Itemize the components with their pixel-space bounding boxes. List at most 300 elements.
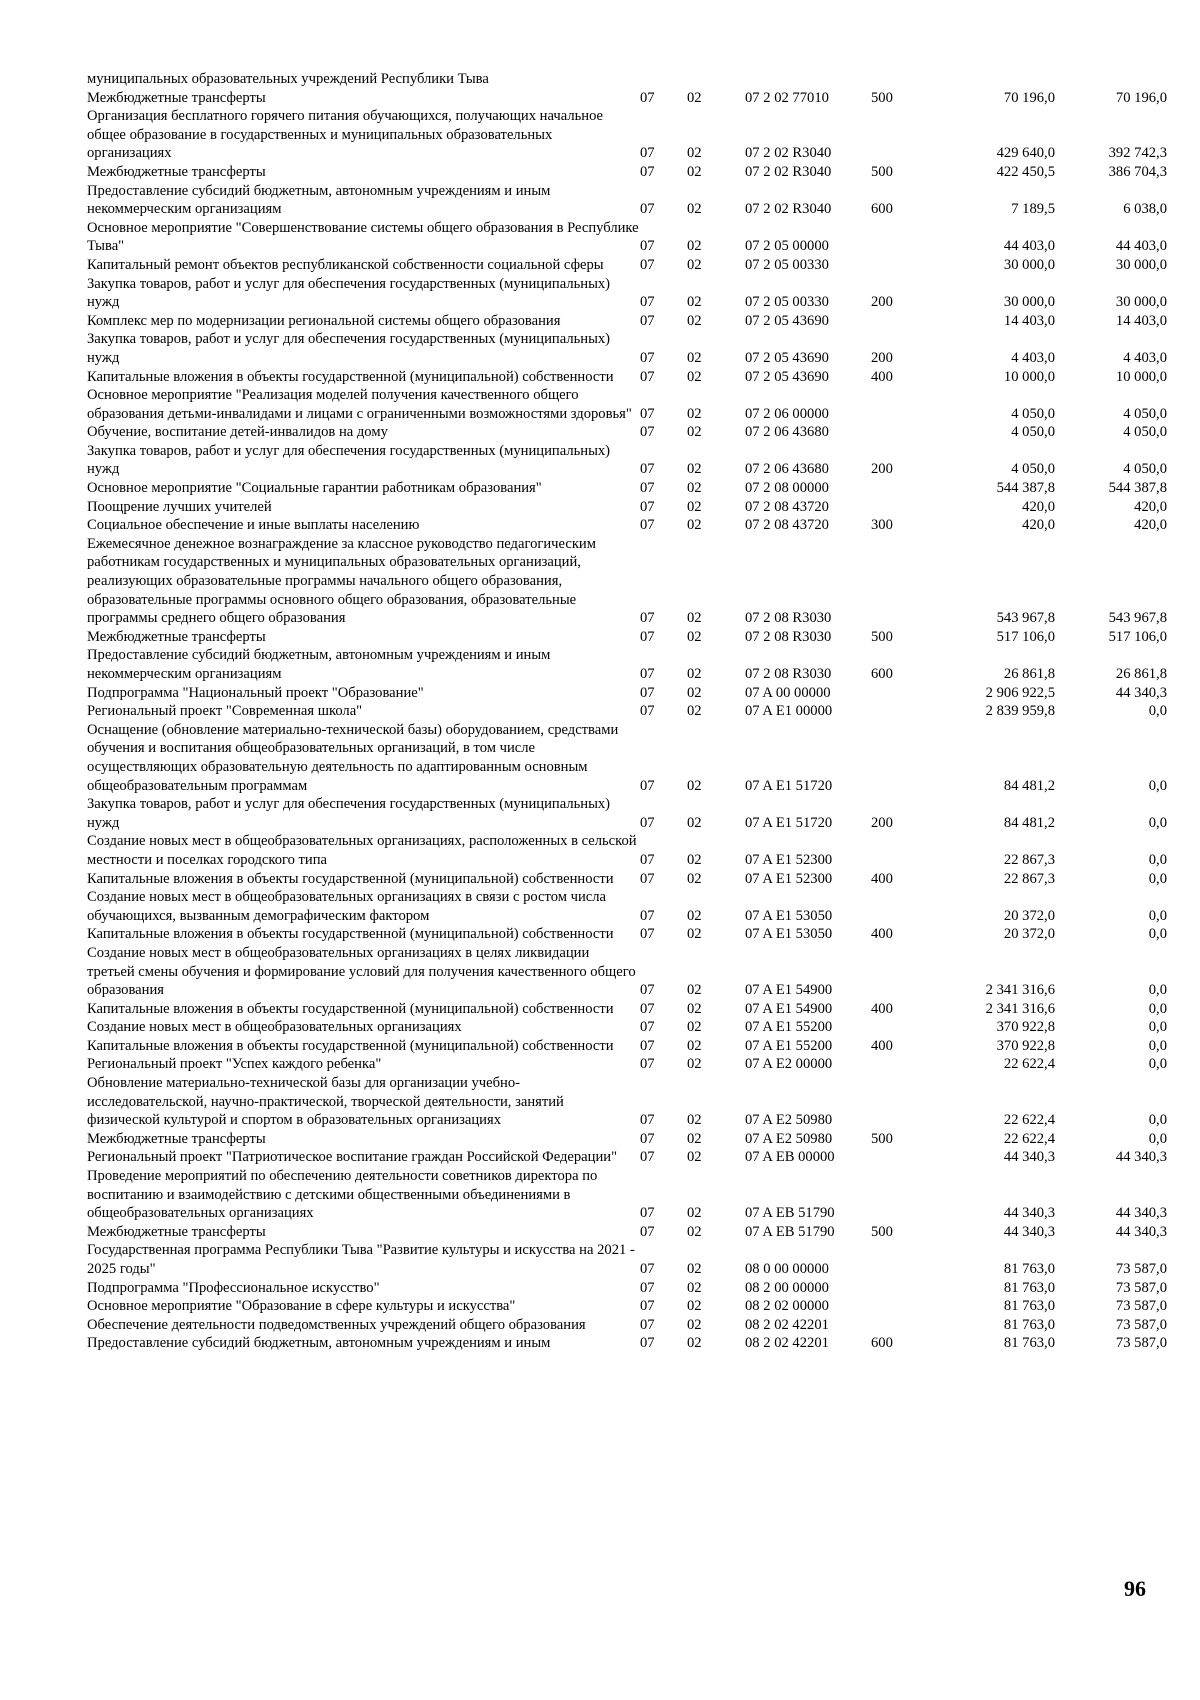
cell-section: 07 xyxy=(640,926,655,943)
cell-subsection: 02 xyxy=(687,201,702,218)
cell-name: Проведение мероприятий по обеспечению деятельности советников директора по воспитанию и взаимодействию с детскими общественными объединениями в общеобразовательных организациях xyxy=(87,1168,598,1222)
cell-subsection: 02 xyxy=(687,238,702,255)
cell-subsection: 02 xyxy=(687,405,702,422)
cell-name: Межбюджетные трансферты xyxy=(87,89,266,106)
cell-section: 07 xyxy=(640,256,655,273)
cell-amount-year1: 420,0 xyxy=(1022,517,1055,534)
cell-expense-type xyxy=(871,1241,931,1278)
cell-subsection: 02 xyxy=(687,628,702,645)
cell-subsection: 02 xyxy=(687,1149,702,1166)
cell-amount-year2: 44 340,3 xyxy=(1115,1205,1167,1222)
table-row xyxy=(87,795,1167,832)
cell-amount-year1: 84 481,2 xyxy=(1003,777,1055,794)
cell-expense-type: 200 xyxy=(871,461,893,478)
cell-expense-type: 500 xyxy=(871,89,893,106)
table-row xyxy=(87,386,1167,423)
cell-expense-type xyxy=(871,1167,931,1223)
cell-amount-year2: 44 340,3 xyxy=(1115,684,1167,701)
cell-target-article: 07 2 02 R3040 xyxy=(745,201,832,218)
cell-section: 07 xyxy=(640,424,655,441)
budget-table xyxy=(87,70,1167,1353)
cell-name: Предоставление субсидий бюджетным, автономным учреждениям и иным некоммерческим организациям xyxy=(87,647,551,682)
cell-target-article: 07 2 08 43720 xyxy=(745,498,829,515)
cell-name: Создание новых мест в общеобразовательных организациях в связи с ростом числа обучающихся, вызванным демографическим фактором xyxy=(87,889,606,924)
cell-amount-year1: 22 622,4 xyxy=(1003,1130,1055,1147)
cell-amount-year1: 44 340,3 xyxy=(1003,1149,1055,1166)
cell-target-article: 08 2 02 42201 xyxy=(745,1335,829,1352)
cell-target-article: 07 A E1 55200 xyxy=(745,1037,833,1054)
table-row xyxy=(87,925,1167,944)
cell-amount-year1: 22 867,3 xyxy=(1003,851,1055,868)
cell-name: Основное мероприятие "Образование в сфере культуры и искусства" xyxy=(87,1298,516,1315)
cell-amount-year2: 0,0 xyxy=(1148,851,1167,868)
cell-target-article: 07 2 05 00330 xyxy=(745,294,829,311)
cell-name: Подпрограмма "Национальный проект "Образование" xyxy=(87,684,424,701)
cell-subsection: 02 xyxy=(687,870,702,887)
cell-amount-year1: 543 967,8 xyxy=(996,610,1055,627)
cell-amount-year2: 0,0 xyxy=(1148,814,1167,831)
cell-subsection: 02 xyxy=(687,312,702,329)
cell-target-article: 07 A E1 00000 xyxy=(745,703,833,720)
cell-section: 07 xyxy=(640,1205,655,1222)
cell-amount-year2: 6 038,0 xyxy=(1123,201,1167,218)
cell-amount-year2: 0,0 xyxy=(1148,907,1167,924)
cell-section: 07 xyxy=(640,870,655,887)
table-row xyxy=(87,944,1167,1000)
cell-name: Комплекс мер по модернизации региональной системы общего образования xyxy=(87,312,561,329)
cell-target-article: 07 2 02 R3040 xyxy=(745,163,832,180)
cell-subsection: 02 xyxy=(687,256,702,273)
cell-expense-type: 300 xyxy=(871,517,893,534)
table-row xyxy=(87,256,1167,275)
cell-amount-year1: 4 050,0 xyxy=(1011,424,1055,441)
cell-amount-year1: 2 341 316,6 xyxy=(985,982,1055,999)
cell-amount-year2: 0,0 xyxy=(1148,777,1167,794)
cell-amount-year1: 30 000,0 xyxy=(1003,256,1055,273)
cell-expense-type: 400 xyxy=(871,1000,893,1017)
cell-name: Основное мероприятие "Реализация моделей получения качественного общего образования детьми-инвалидами и лицами с ограниченными возможностями здоровья" xyxy=(87,387,632,422)
cell-section: 07 xyxy=(640,1037,655,1054)
cell-name: Организация бесплатного горячего питания обучающихся, получающих начальное общее образование в государственных и муниципальных образовательных организациях xyxy=(87,108,604,162)
cell-section: 07 xyxy=(640,349,655,366)
cell-target-article: 07 2 05 43690 xyxy=(745,349,829,366)
cell-amount-year1: 544 387,8 xyxy=(996,480,1055,497)
cell-subsection: 02 xyxy=(687,1205,702,1222)
cell-amount-year2: 0,0 xyxy=(1148,926,1167,943)
cell-target-article: 07 2 08 43720 xyxy=(745,517,829,534)
cell-expense-type xyxy=(871,1018,931,1037)
cell-target-article: 07 A E1 52300 xyxy=(745,870,833,887)
cell-section: 07 xyxy=(640,1223,655,1240)
cell-section: 07 xyxy=(640,1279,655,1296)
cell-subsection: 02 xyxy=(687,145,702,162)
cell-amount-year1 xyxy=(931,70,1055,89)
cell-target-article: 07 2 08 R3030 xyxy=(745,666,832,682)
table-row xyxy=(87,1334,1167,1353)
cell-target-article: 07 A EB 51790 xyxy=(745,1205,835,1222)
cell-name: Создание новых мест в общеобразовательных организациях, расположенных в сельской местности и поселках городского типа xyxy=(87,833,637,868)
cell-name: Социальное обеспечение и иные выплаты населению xyxy=(87,517,420,534)
table-row xyxy=(87,1000,1167,1019)
cell-amount-year1: 14 403,0 xyxy=(1003,312,1055,329)
table-row xyxy=(87,628,1167,647)
cell-section: 07 xyxy=(640,201,655,218)
cell-amount-year1: 22 867,3 xyxy=(1003,870,1055,887)
cell-amount-year1: 22 622,4 xyxy=(1003,1056,1055,1073)
cell-name: Закупка товаров, работ и услуг для обеспечения государственных (муниципальных) нужд xyxy=(87,275,611,311)
cell-amount-year2: 73 587,0 xyxy=(1115,1261,1167,1277)
cell-amount-year2: 0,0 xyxy=(1148,870,1167,887)
cell-section: 07 xyxy=(640,1335,655,1352)
table-row xyxy=(87,163,1167,182)
cell-amount-year1: 81 763,0 xyxy=(1003,1279,1055,1296)
cell-amount-year1: 7 189,5 xyxy=(1011,201,1055,218)
cell-section: 07 xyxy=(640,703,655,720)
cell-amount-year1: 4 050,0 xyxy=(1011,405,1055,422)
cell-amount-year1: 422 450,5 xyxy=(996,163,1055,180)
cell-section: 07 xyxy=(640,610,655,627)
cell-amount-year1: 2 839 959,8 xyxy=(985,703,1055,720)
cell-target-article: 07 A E1 52300 xyxy=(745,851,833,868)
cell-amount-year2 xyxy=(1055,70,1167,89)
cell-amount-year1: 4 050,0 xyxy=(1011,461,1055,478)
cell-amount-year1: 81 763,0 xyxy=(1003,1335,1055,1352)
cell-expense-type xyxy=(871,423,931,442)
cell-amount-year1: 370 922,8 xyxy=(996,1019,1055,1036)
cell-amount-year1: 4 403,0 xyxy=(1011,349,1055,366)
cell-amount-year2: 0,0 xyxy=(1148,1130,1167,1147)
cell-expense-type xyxy=(871,832,931,869)
cell-expense-type: 500 xyxy=(871,628,893,645)
cell-expense-type xyxy=(871,1074,931,1130)
cell-amount-year2: 73 587,0 xyxy=(1115,1335,1167,1352)
cell-section: 07 xyxy=(640,666,655,682)
cell-expense-type xyxy=(871,702,931,721)
cell-section: 07 xyxy=(640,1316,655,1333)
cell-name: Капитальные вложения в объекты государственной (муниципальной) собственности xyxy=(87,1037,614,1054)
cell-target-article: 07 A E1 51720 xyxy=(745,814,833,831)
table-row xyxy=(87,1148,1167,1167)
cell-section: 07 xyxy=(640,294,655,311)
budget-table-body xyxy=(87,70,1167,1353)
cell-name: Капитальные вложения в объекты государственной (муниципальной) собственности xyxy=(87,926,614,943)
cell-expense-type: 200 xyxy=(871,349,893,366)
cell-subsection: 02 xyxy=(687,1335,702,1352)
cell-amount-year1: 44 340,3 xyxy=(1003,1205,1055,1222)
cell-amount-year1: 44 340,3 xyxy=(1003,1223,1055,1240)
cell-expense-type xyxy=(871,1297,931,1316)
cell-subsection: 02 xyxy=(687,1261,702,1277)
cell-amount-year2: 73 587,0 xyxy=(1115,1316,1167,1333)
cell-amount-year2: 30 000,0 xyxy=(1115,294,1167,311)
cell-amount-year2: 30 000,0 xyxy=(1115,256,1167,273)
cell-target-article: 07 A EB 00000 xyxy=(745,1149,835,1166)
table-row xyxy=(87,721,1167,795)
cell-section: 07 xyxy=(640,89,655,106)
table-row xyxy=(87,1130,1167,1149)
cell-amount-year2: 4 050,0 xyxy=(1123,461,1167,478)
cell-section: 07 xyxy=(640,628,655,645)
cell-subsection: 02 xyxy=(687,610,702,627)
cell-section: 07 xyxy=(640,777,655,794)
cell-subsection xyxy=(687,70,745,89)
cell-name: Создание новых мест в общеобразовательных организациях xyxy=(87,1019,462,1036)
table-row xyxy=(87,312,1167,331)
cell-expense-type: 400 xyxy=(871,368,893,385)
table-row xyxy=(87,1279,1167,1298)
cell-name: Закупка товаров, работ и услуг для обеспечения государственных (муниципальных) нужд xyxy=(87,796,611,831)
cell-subsection: 02 xyxy=(687,1056,702,1073)
table-row xyxy=(87,1037,1167,1056)
table-row xyxy=(87,275,1167,312)
cell-subsection: 02 xyxy=(687,349,702,366)
cell-amount-year2: 70 196,0 xyxy=(1115,89,1167,106)
cell-expense-type: 200 xyxy=(871,814,893,831)
cell-expense-type xyxy=(871,312,931,331)
cell-subsection: 02 xyxy=(687,1316,702,1333)
cell-target-article: 07 A 00 00000 xyxy=(745,684,831,701)
cell-name: Региональный проект "Современная школа" xyxy=(87,703,363,720)
cell-expense-type: 500 xyxy=(871,1130,893,1147)
cell-name: Основное мероприятие "Социальные гарантии работникам образования" xyxy=(87,480,542,497)
cell-target-article: 07 A E2 00000 xyxy=(745,1056,833,1073)
cell-section: 07 xyxy=(640,814,655,831)
cell-subsection: 02 xyxy=(687,666,702,682)
cell-subsection: 02 xyxy=(687,368,702,385)
cell-expense-type xyxy=(871,1055,931,1074)
table-row xyxy=(87,1241,1167,1278)
cell-amount-year2: 0,0 xyxy=(1148,982,1167,999)
cell-name: Обновление материально-технической базы для организации учебно-исследовательской, научно-практической, творческой деятельности, занятий физической культурой и спортом в образовательных организациях xyxy=(87,1075,564,1129)
cell-amount-year2: 44 340,3 xyxy=(1115,1149,1167,1166)
cell-amount-year2: 420,0 xyxy=(1134,517,1167,534)
table-row xyxy=(87,1018,1167,1037)
cell-expense-type: 500 xyxy=(871,1223,893,1240)
cell-amount-year1: 26 861,8 xyxy=(1003,666,1055,682)
cell-amount-year2: 73 587,0 xyxy=(1115,1279,1167,1296)
cell-name: Капитальный ремонт объектов республиканской собственности социальной сферы xyxy=(87,256,604,273)
cell-amount-year2: 0,0 xyxy=(1148,1056,1167,1073)
budget-page xyxy=(87,70,1167,1353)
cell-section: 07 xyxy=(640,684,655,701)
cell-name: Предоставление субсидий бюджетным, автономным учреждениям и иным xyxy=(87,1335,551,1352)
cell-target-article: 07 A E1 55200 xyxy=(745,1019,833,1036)
cell-section: 07 xyxy=(640,1000,655,1017)
cell-target-article: 07 A E1 54900 xyxy=(745,982,833,999)
table-row xyxy=(87,684,1167,703)
cell-subsection: 02 xyxy=(687,461,702,478)
cell-amount-year2: 44 340,3 xyxy=(1115,1223,1167,1240)
cell-name: Предоставление субсидий бюджетным, автономным учреждениям и иным некоммерческим организациям xyxy=(87,182,551,218)
cell-section: 07 xyxy=(640,517,655,534)
cell-section: 07 xyxy=(640,1130,655,1147)
cell-expense-type xyxy=(871,1316,931,1335)
cell-target-article: 08 2 02 00000 xyxy=(745,1298,829,1315)
cell-target-article: 07 A E2 50980 xyxy=(745,1112,833,1129)
cell-amount-year1: 20 372,0 xyxy=(1003,907,1055,924)
cell-target-article: 07 2 02 77010 xyxy=(745,89,829,106)
cell-amount-year2: 4 403,0 xyxy=(1123,349,1167,366)
cell-section: 07 xyxy=(640,461,655,478)
cell-section: 07 xyxy=(640,1298,655,1315)
cell-amount-year1: 22 622,4 xyxy=(1003,1112,1055,1129)
cell-subsection: 02 xyxy=(687,684,702,701)
cell-expense-type xyxy=(871,684,931,703)
cell-section: 07 xyxy=(640,238,655,255)
cell-target-article: 07 A E1 53050 xyxy=(745,907,833,924)
cell-subsection: 02 xyxy=(687,517,702,534)
cell-subsection: 02 xyxy=(687,1298,702,1315)
cell-section: 07 xyxy=(640,368,655,385)
cell-amount-year2: 0,0 xyxy=(1148,703,1167,720)
cell-name: Региональный проект "Успех каждого ребенка" xyxy=(87,1056,382,1073)
cell-target-article: 07 A E1 54900 xyxy=(745,1000,833,1017)
table-row xyxy=(87,535,1167,628)
cell-target-article: 07 2 08 R3030 xyxy=(745,628,832,645)
cell-name: Межбюджетные трансферты xyxy=(87,1223,266,1240)
cell-target-article xyxy=(745,70,871,89)
cell-section: 07 xyxy=(640,163,655,180)
cell-expense-type xyxy=(871,944,931,1000)
table-row xyxy=(87,479,1167,498)
cell-subsection: 02 xyxy=(687,926,702,943)
cell-amount-year1: 81 763,0 xyxy=(1003,1298,1055,1315)
cell-amount-year1: 2 341 316,6 xyxy=(985,1000,1055,1017)
cell-expense-type: 400 xyxy=(871,1037,893,1054)
cell-target-article: 08 0 00 00000 xyxy=(745,1261,829,1277)
cell-amount-year2: 10 000,0 xyxy=(1115,368,1167,385)
cell-name: Межбюджетные трансферты xyxy=(87,628,266,645)
cell-section: 07 xyxy=(640,1019,655,1036)
cell-amount-year2: 0,0 xyxy=(1148,1037,1167,1054)
table-row xyxy=(87,888,1167,925)
cell-expense-type xyxy=(871,888,931,925)
cell-target-article: 07 2 08 00000 xyxy=(745,480,829,497)
cell-expense-type xyxy=(871,1279,931,1298)
cell-expense-type xyxy=(871,70,931,89)
cell-subsection: 02 xyxy=(687,480,702,497)
cell-section: 07 xyxy=(640,405,655,422)
cell-section: 07 xyxy=(640,982,655,999)
table-row xyxy=(87,89,1167,108)
table-row xyxy=(87,646,1167,683)
cell-section: 07 xyxy=(640,1149,655,1166)
table-row xyxy=(87,423,1167,442)
cell-amount-year1: 84 481,2 xyxy=(1003,814,1055,831)
cell-expense-type: 600 xyxy=(871,201,893,218)
cell-amount-year1: 517 106,0 xyxy=(996,628,1055,645)
cell-amount-year1: 81 763,0 xyxy=(1003,1316,1055,1333)
cell-name: муниципальных образовательных учреждений Республики Тыва xyxy=(87,71,489,87)
cell-target-article: 07 A EB 51790 xyxy=(745,1223,835,1240)
cell-section: 07 xyxy=(640,498,655,515)
cell-expense-type: 400 xyxy=(871,926,893,943)
cell-amount-year2: 4 050,0 xyxy=(1123,424,1167,441)
cell-section xyxy=(640,70,687,89)
cell-amount-year2: 0,0 xyxy=(1148,1019,1167,1036)
cell-expense-type xyxy=(871,256,931,275)
cell-amount-year2: 392 742,3 xyxy=(1108,145,1167,162)
cell-target-article: 08 2 02 42201 xyxy=(745,1316,829,1333)
cell-amount-year2: 544 387,8 xyxy=(1108,480,1167,497)
cell-subsection: 02 xyxy=(687,1112,702,1129)
cell-expense-type xyxy=(871,1148,931,1167)
table-row xyxy=(87,870,1167,889)
cell-subsection: 02 xyxy=(687,982,702,999)
cell-target-article: 07 2 05 43690 xyxy=(745,312,829,329)
cell-name: Основное мероприятие "Совершенствование системы общего образования в Республике Тыва" xyxy=(87,219,639,255)
cell-target-article: 07 A E2 50980 xyxy=(745,1130,833,1147)
cell-subsection: 02 xyxy=(687,294,702,311)
cell-subsection: 02 xyxy=(687,424,702,441)
table-row xyxy=(87,70,1167,89)
cell-name: Капитальные вложения в объекты государственной (муниципальной) собственности xyxy=(87,1000,614,1017)
cell-amount-year2: 0,0 xyxy=(1148,1000,1167,1017)
cell-subsection: 02 xyxy=(687,1130,702,1147)
cell-name: Обеспечение деятельности подведомственных учреждений общего образования xyxy=(87,1316,586,1333)
cell-expense-type xyxy=(871,479,931,498)
cell-expense-type xyxy=(871,721,931,795)
cell-target-article: 07 A E1 51720 xyxy=(745,777,833,794)
cell-name: Подпрограмма "Профессиональное искусство" xyxy=(87,1279,380,1296)
cell-name: Межбюджетные трансферты xyxy=(87,163,266,180)
cell-expense-type xyxy=(871,219,931,256)
cell-expense-type: 400 xyxy=(871,870,893,887)
cell-section: 07 xyxy=(640,851,655,868)
table-row xyxy=(87,368,1167,387)
cell-amount-year1: 370 922,8 xyxy=(996,1037,1055,1054)
cell-section: 07 xyxy=(640,1056,655,1073)
cell-amount-year1: 30 000,0 xyxy=(1003,294,1055,311)
cell-amount-year1: 44 403,0 xyxy=(1003,238,1055,255)
table-row xyxy=(87,832,1167,869)
cell-name: Создание новых мест в общеобразовательных организациях в целях ликвидации третьей смены обучения и формирование условий для получения качественного общего образования xyxy=(87,944,636,999)
cell-expense-type: 600 xyxy=(871,666,893,682)
cell-name: Ежемесячное денежное вознаграждение за классное руководство педагогическим работникам государственных и муниципальных образовательных организаций, реализующих образовательные программы начального общего образования, образовательные программы основного общего образования, образовательные программы среднего общего образования xyxy=(87,535,596,627)
cell-expense-type: 500 xyxy=(871,163,893,180)
cell-name: Обучение, воспитание детей-инвалидов на дому xyxy=(87,424,388,441)
cell-subsection: 02 xyxy=(687,777,702,794)
table-row xyxy=(87,442,1167,479)
cell-name: Государственная программа Республики Тыва "Развитие культуры и искусства на 2021 - 2025 годы" xyxy=(87,1242,635,1277)
cell-subsection: 02 xyxy=(687,1223,702,1240)
cell-name: Капитальные вложения в объекты государственной (муниципальной) собственности xyxy=(87,368,614,385)
cell-name: Оснащение (обновление материально-технической базы) оборудованием, средствами обучения и воспитания общеобразовательных организаций, в том числе осуществляющих образовательную деятельность по адаптированным основным общеобразовательным программам xyxy=(87,721,619,794)
table-row xyxy=(87,1074,1167,1130)
cell-section: 07 xyxy=(640,312,655,329)
cell-subsection: 02 xyxy=(687,703,702,720)
cell-amount-year2: 543 967,8 xyxy=(1108,610,1167,627)
cell-subsection: 02 xyxy=(687,89,702,106)
cell-amount-year1: 420,0 xyxy=(1022,498,1055,515)
cell-amount-year1: 10 000,0 xyxy=(1003,368,1055,385)
table-row xyxy=(87,107,1167,163)
cell-amount-year1: 20 372,0 xyxy=(1003,926,1055,943)
table-row xyxy=(87,1055,1167,1074)
cell-subsection: 02 xyxy=(687,907,702,924)
cell-subsection: 02 xyxy=(687,1279,702,1296)
cell-name: Капитальные вложения в объекты государственной (муниципальной) собственности xyxy=(87,870,614,887)
cell-amount-year2: 420,0 xyxy=(1134,498,1167,515)
cell-expense-type xyxy=(871,107,931,163)
cell-subsection: 02 xyxy=(687,1037,702,1054)
table-row xyxy=(87,219,1167,256)
cell-section: 07 xyxy=(640,1112,655,1129)
cell-section: 07 xyxy=(640,1261,655,1277)
cell-subsection: 02 xyxy=(687,163,702,180)
cell-expense-type xyxy=(871,535,931,628)
table-row xyxy=(87,1316,1167,1335)
